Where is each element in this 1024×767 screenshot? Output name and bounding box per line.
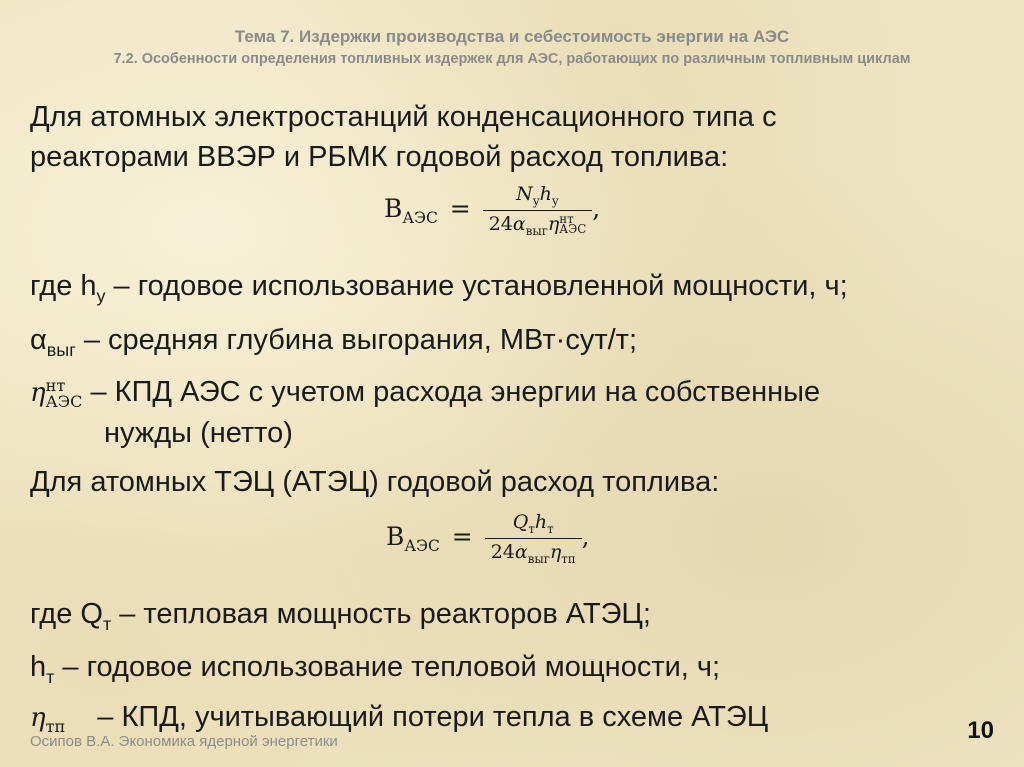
intro-paragraph-vver	[30, 97, 777, 177]
def-ht: $h_т$ – годовое использование тепловой мощности, ч;	[30, 651, 721, 687]
eta-net-symbol: η нт АЭС	[30, 376, 83, 411]
formula2-lhs: $B_{АЭС}$	[386, 521, 440, 555]
slide-section-subtitle: 7.2. Особенности определения топливных издержек для АЭС, работающих по различным топливным циклам	[113, 51, 911, 67]
def-alpha: $\alpha_{выг}$ – средняя глубина выгорания, МВт·сут/т;	[30, 324, 638, 360]
formula2-denominator: $24\alpha_{выг}\eta_{тп}$	[490, 540, 576, 566]
formula1-equals: =	[449, 193, 471, 223]
formula1-denominator: $24\alpha_{выг}\eta$ нт АЭС	[488, 211, 587, 238]
def-eta-net-line2: нужды (нетто)	[104, 417, 293, 449]
intro-line-1: Для атомных электростанций конденсационного типа с	[30, 101, 777, 133]
formula2-numerator: $Q_тh_т$	[485, 511, 582, 539]
def-hy: где $h_у$ – годовое использование установленной мощности, ч;	[30, 270, 848, 306]
intro-line-2: реакторами ВВЭР и РБМК годовой расход топлива:	[30, 141, 729, 173]
formula-fuel-consumption-condensing	[384, 183, 600, 238]
formula1-comma: ,	[592, 193, 601, 223]
def-qt: где $Q_т$ – тепловая мощность реакторов АТЭЦ;	[30, 598, 651, 634]
def-eta-net: η нт АЭС – КПД АЭС с учетом расхода энергии на собственные нужды (нетто)	[30, 372, 820, 453]
formula2-comma: ,	[581, 521, 590, 551]
formula-fuel-consumption-atec	[386, 511, 590, 566]
page-number: 10	[967, 717, 994, 744]
formula1-numerator: $N_уh_у$	[483, 183, 593, 211]
footer-author: Осипов В.А. Экономика ядерной энергетики	[30, 733, 338, 750]
formula1-fraction	[483, 183, 593, 238]
formula2-equals: =	[451, 521, 473, 551]
eta-tp-symbol: $\eta_{тп}$	[30, 703, 66, 737]
intro-paragraph-atec: Для атомных ТЭЦ (АТЭЦ) годовой расход топлива:	[30, 466, 720, 498]
slide-topic-title: Тема 7. Издержки производства и себестоимость энергии на АЭС	[234, 27, 790, 46]
def-eta-tp: $\eta_{тп}$ – КПД, учитывающий потери тепла в схеме АТЭЦ	[30, 701, 769, 737]
formula2-fraction	[485, 511, 582, 566]
formula1-lhs: $B_{АЭС}$	[384, 193, 438, 227]
